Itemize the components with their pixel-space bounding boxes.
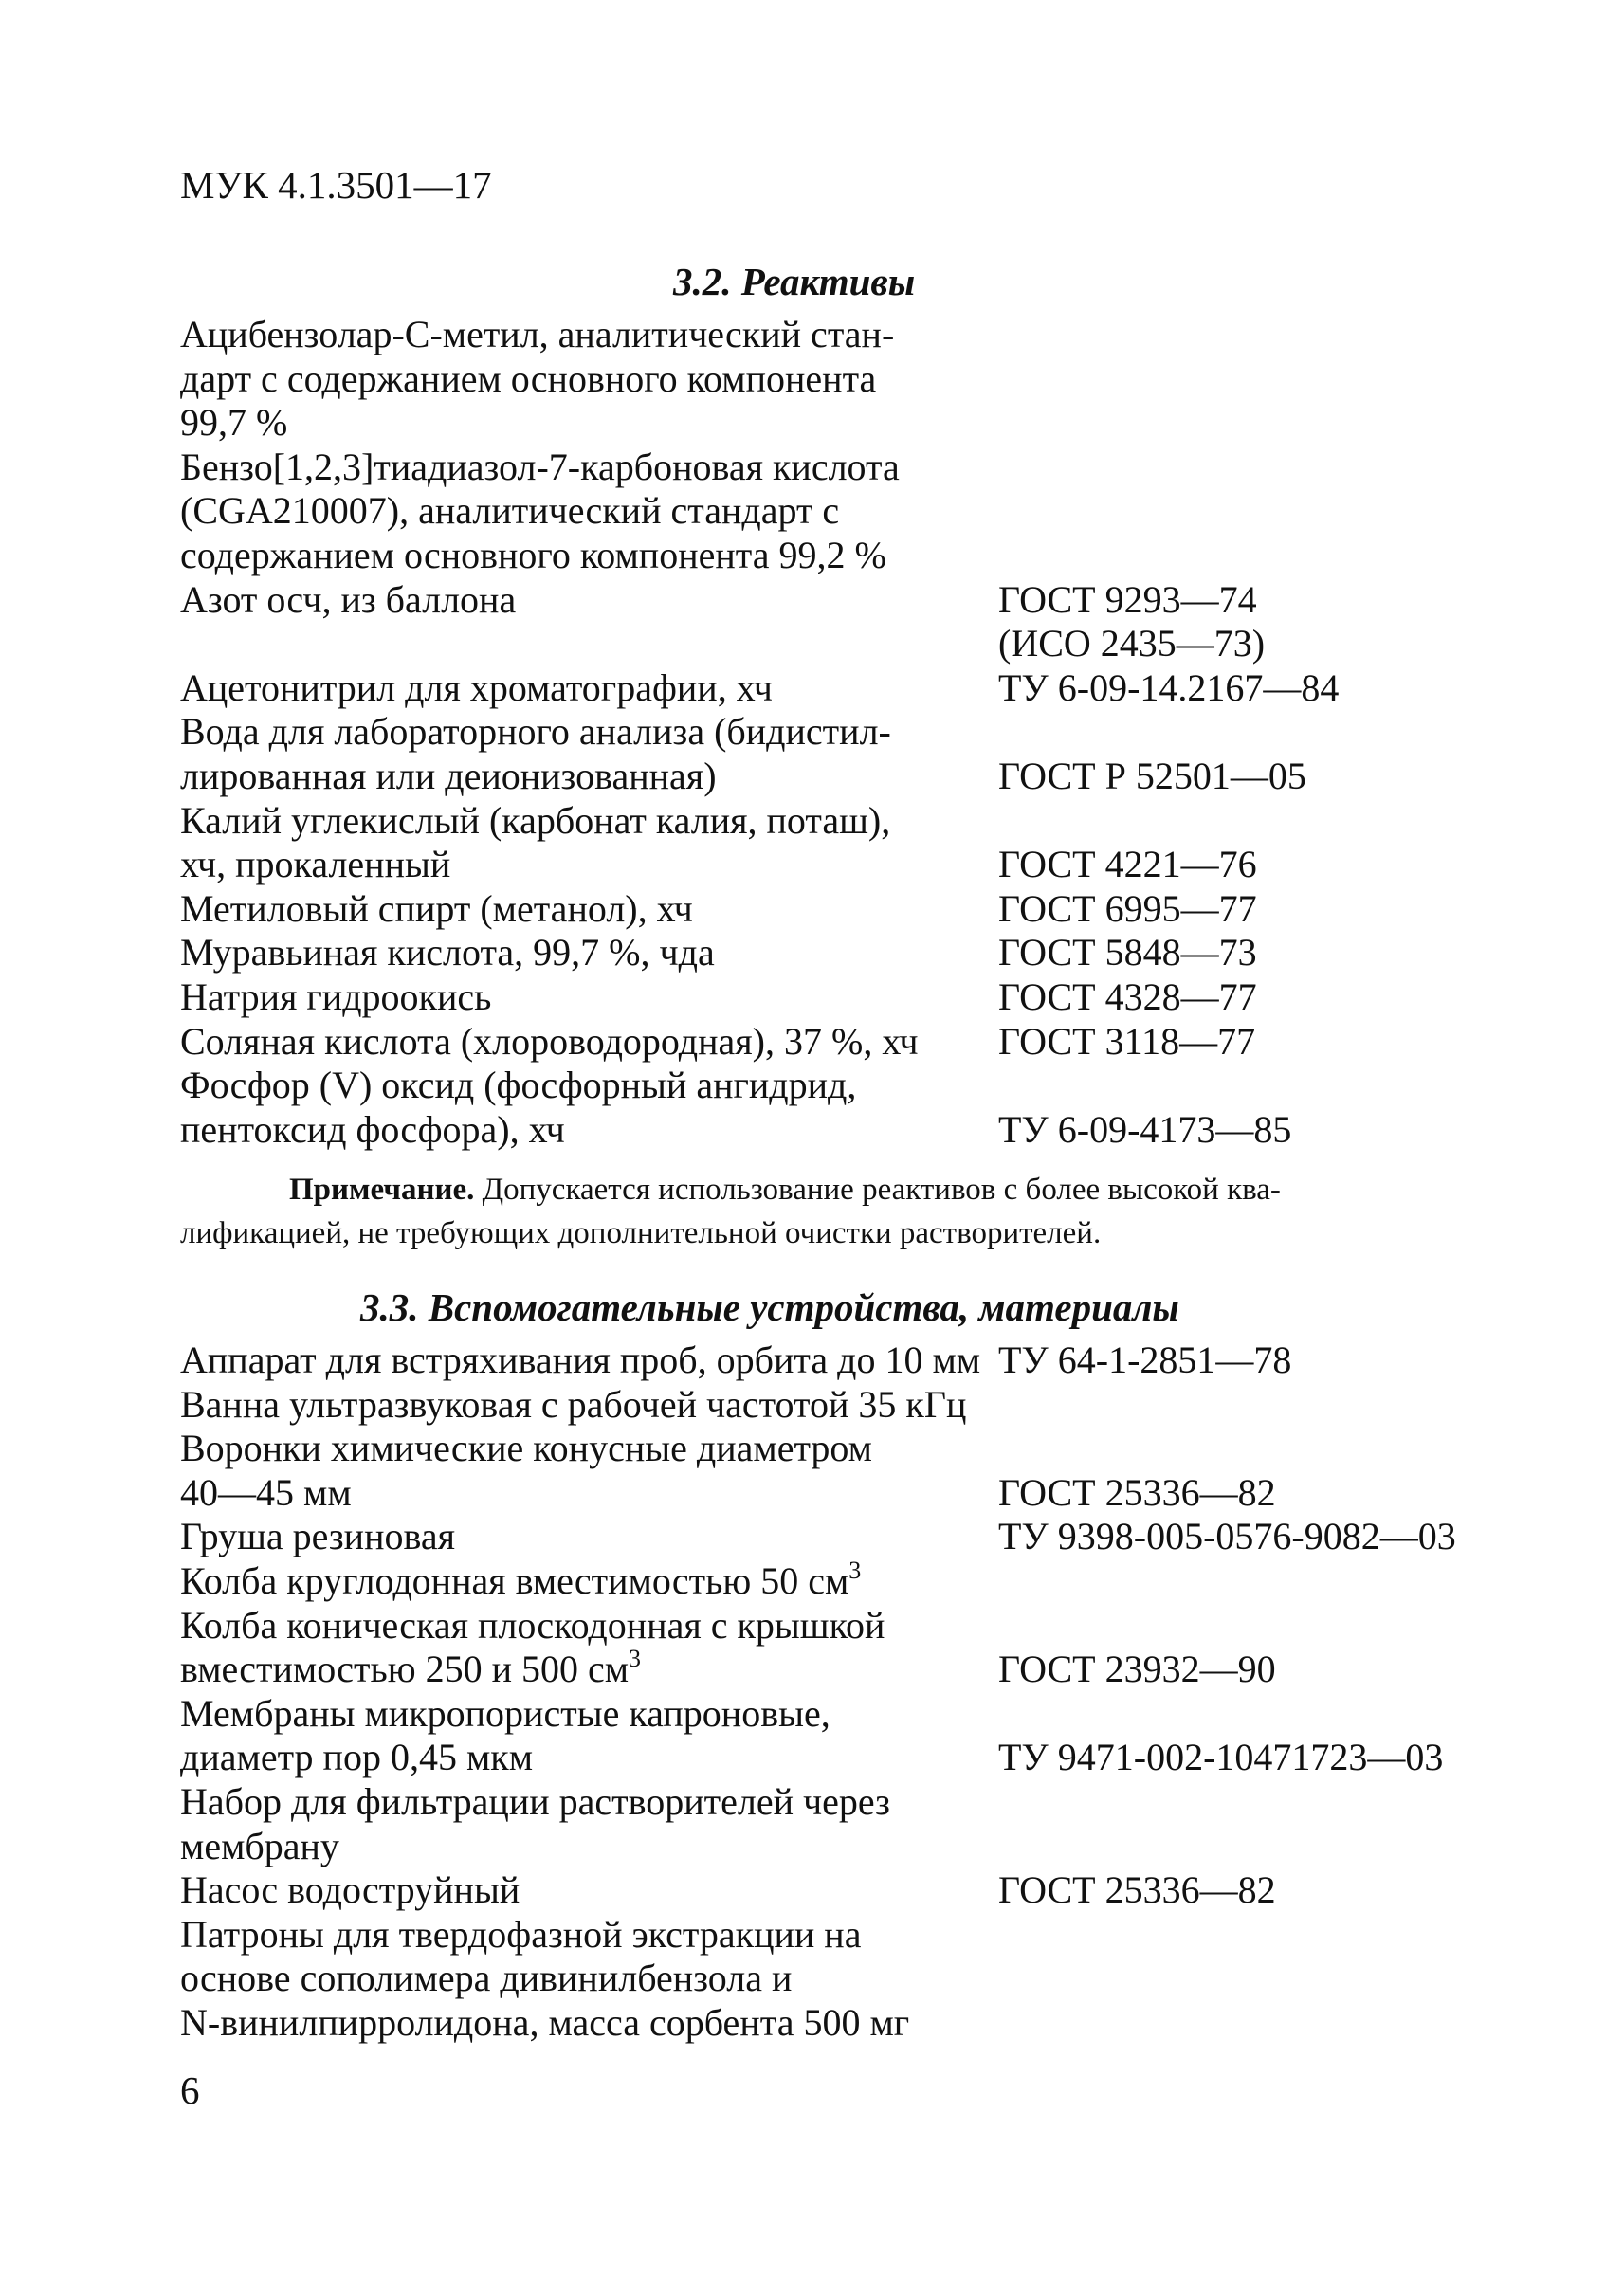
item-name: [180, 1825, 339, 1869]
item-standard: ГОСТ 25336—82: [998, 1470, 1276, 1514]
table-row: [180, 1339, 1567, 1383]
table-row: [180, 1957, 1567, 2001]
item-standard: ТУ 6-09-4173—85: [998, 1107, 1292, 1151]
table-row: [180, 1913, 1567, 1958]
item-name-text: Натрия гидроокись: [180, 974, 492, 1018]
table-row: [180, 1736, 1567, 1780]
item-name: [180, 1515, 455, 1559]
item-name: [180, 446, 900, 490]
unit-superscript: 3: [848, 1556, 862, 1584]
table-row: [180, 666, 1567, 711]
item-name: [180, 1913, 861, 1958]
item-name-text: Соляная кислота (хлороводородная), 37 %, хч: [180, 1019, 919, 1063]
table-row: [180, 489, 1567, 534]
table-row: [180, 2001, 1567, 2046]
table-row: [180, 1108, 1567, 1153]
reagents-note: [180, 1168, 1526, 1255]
table-row: [180, 1692, 1567, 1737]
item-standard: (ИСО 2435—73): [998, 622, 1266, 665]
item-name: [180, 578, 516, 623]
item-name-text: Груша резиновая: [180, 1515, 455, 1558]
item-name: [180, 1957, 792, 2001]
item-name-text: Вода для лабораторного анализа (бидистил-: [180, 710, 891, 754]
item-name: [180, 975, 491, 1020]
item-name-text: Насос водоструйный: [180, 1868, 520, 1912]
item-standard: ТУ 64-1-2851—78: [998, 1339, 1292, 1381]
item-name: [180, 2001, 909, 2046]
table-row: [180, 446, 1567, 490]
unit-superscript: 3: [629, 1645, 642, 1673]
item-name-text: Муравьиная кислота, 99,7 %, чда: [180, 931, 715, 974]
table-row: [180, 1780, 1567, 1825]
item-name-text: Аппарат для встряхивания проб, орбита до 10 мм: [180, 1339, 981, 1381]
table-row: [180, 1645, 1567, 1692]
table-row: [180, 1868, 1567, 1913]
note-text-line1: Допускается использование реактивов с более высокой ква-: [482, 1173, 1281, 1207]
item-name: [180, 1604, 885, 1648]
item-name: [180, 1020, 918, 1065]
table-row: [180, 710, 1567, 755]
item-name: [180, 799, 890, 844]
table-row: [180, 313, 1567, 357]
item-name: [180, 313, 894, 357]
item-name-text: Ацибензолар-С-метил, аналитический стан-: [180, 313, 895, 355]
item-name-text: Азот осч, из баллона: [180, 577, 517, 621]
table-row: [180, 1427, 1567, 1471]
item-name: [180, 931, 715, 975]
table-row: [180, 578, 1567, 623]
section-title-materials: 3.3. Вспомогательные устройства, материалы: [360, 1285, 1179, 1329]
item-name: [180, 1108, 565, 1153]
item-name: [180, 755, 717, 799]
item-name-text: Ванна ультразвуковая с рабочей частотой 35 кГц: [180, 1382, 967, 1426]
item-name: [180, 357, 876, 402]
item-name: [180, 489, 839, 534]
item-standard: ГОСТ 4328—77: [998, 974, 1257, 1018]
table-row: [180, 357, 1567, 402]
table-row: [180, 1556, 1567, 1604]
item-name: [180, 534, 886, 578]
item-name-text: 40—45 мм: [180, 1470, 352, 1514]
item-standard: ГОСТ 9293—74: [998, 577, 1257, 621]
item-name: [180, 1339, 980, 1383]
item-name: [180, 666, 773, 711]
item-standard: ГОСТ Р 52501—05: [998, 754, 1306, 797]
item-standard: ТУ 9398-005-0576-9082—03: [998, 1515, 1456, 1558]
item-name-text: Калий углекислый (карбонат калия, поташ),: [180, 798, 891, 842]
item-name-text: хч, прокаленный: [180, 843, 451, 886]
section-title-reagents: 3.2. Реактивы: [673, 260, 916, 303]
item-name: [180, 887, 693, 932]
item-name: [180, 1692, 830, 1737]
table-row: [180, 1020, 1567, 1065]
item-name-text: Метиловый спирт (метанол), хч: [180, 886, 693, 930]
item-name-text: (CGA210007), аналитический стандарт с: [180, 489, 840, 533]
item-name-text: Набор для фильтрации растворителей через: [180, 1779, 890, 1823]
item-standard: ГОСТ 6995—77: [998, 886, 1257, 930]
item-name-text: Воронки химические конусные диаметром: [180, 1427, 872, 1470]
item-name: [180, 1780, 890, 1825]
item-name-text: Колба коническая плоскодонная с крышкой: [180, 1603, 885, 1647]
item-name-text: вместимостью 250 и 500 см: [180, 1648, 630, 1691]
table-row: [180, 534, 1567, 578]
item-standard: ГОСТ 4221—76: [998, 843, 1257, 886]
item-name: [180, 1645, 642, 1692]
note-text-line2: лификацией, не требующих дополнительной очистки растворителей.: [180, 1216, 1102, 1250]
item-name-text: Мембраны микропористые капроновые,: [180, 1691, 830, 1735]
item-name-text: Фосфор (V) оксид (фосфорный ангидрид,: [180, 1064, 857, 1107]
item-standard: ГОСТ 25336—82: [998, 1868, 1276, 1912]
item-standard: ГОСТ 3118—77: [998, 1019, 1256, 1063]
item-name-text: мембрану: [180, 1824, 339, 1867]
item-standard: ТУ 9471-002-10471723—03: [998, 1736, 1444, 1779]
item-standard: ТУ 6-09-14.2167—84: [998, 665, 1340, 709]
item-standard: ГОСТ 5848—73: [998, 931, 1257, 974]
item-name: [180, 1427, 872, 1471]
item-name-text: содержанием основного компонента 99,2 %: [180, 533, 886, 576]
table-row: [180, 1471, 1567, 1516]
item-name-text: диаметр пор 0,45 мкм: [180, 1736, 534, 1779]
reagents-list: [180, 313, 1567, 1152]
page-number: 6: [180, 2068, 200, 2112]
table-row: [180, 1383, 1567, 1428]
item-name: [180, 1556, 862, 1604]
materials-list: [180, 1339, 1567, 2046]
item-name-text: Бензо[1,2,3]тиадиазол-7-карбоновая кислота: [180, 445, 900, 488]
table-row: [180, 799, 1567, 844]
table-row: [180, 931, 1567, 975]
table-row: [180, 755, 1567, 799]
item-name: [180, 1064, 856, 1108]
table-row: [180, 975, 1567, 1020]
page-header: МУК 4.1.3501—17: [180, 163, 492, 207]
item-name: [180, 1868, 520, 1913]
table-row: [180, 1515, 1567, 1559]
table-row: [180, 843, 1567, 887]
item-name: [180, 401, 287, 446]
item-name: [180, 710, 891, 755]
item-name-text: Патроны для твердофазной экстракции на: [180, 1912, 862, 1956]
item-name-text: пентоксид фосфора), хч: [180, 1107, 565, 1151]
table-row: [180, 401, 1567, 446]
table-row: [180, 887, 1567, 932]
item-name: [180, 1736, 533, 1780]
item-name: [180, 1383, 966, 1428]
item-name-text: N-винилпирролидона, масса сорбента 500 мг: [180, 2000, 910, 2044]
table-row: [180, 1825, 1567, 1869]
table-row: [180, 1604, 1567, 1648]
item-name-text: 99,7 %: [180, 401, 288, 445]
note-label: Примечание.: [289, 1173, 475, 1207]
item-name-text: Колба круглодонная вместимостью 50 см: [180, 1558, 849, 1602]
item-name-text: Ацетонитрил для хроматографии, хч: [180, 665, 773, 709]
table-row: [180, 622, 1567, 666]
item-standard: ГОСТ 23932—90: [998, 1648, 1276, 1691]
table-row: [180, 1064, 1567, 1108]
item-name-text: дарт с содержанием основного компонента: [180, 356, 877, 400]
item-name-text: лированная или деионизованная): [180, 754, 717, 797]
item-name-text: основе сополимера дивинилбензола и: [180, 1957, 793, 2000]
item-name: [180, 843, 450, 887]
item-name: [180, 1471, 352, 1516]
